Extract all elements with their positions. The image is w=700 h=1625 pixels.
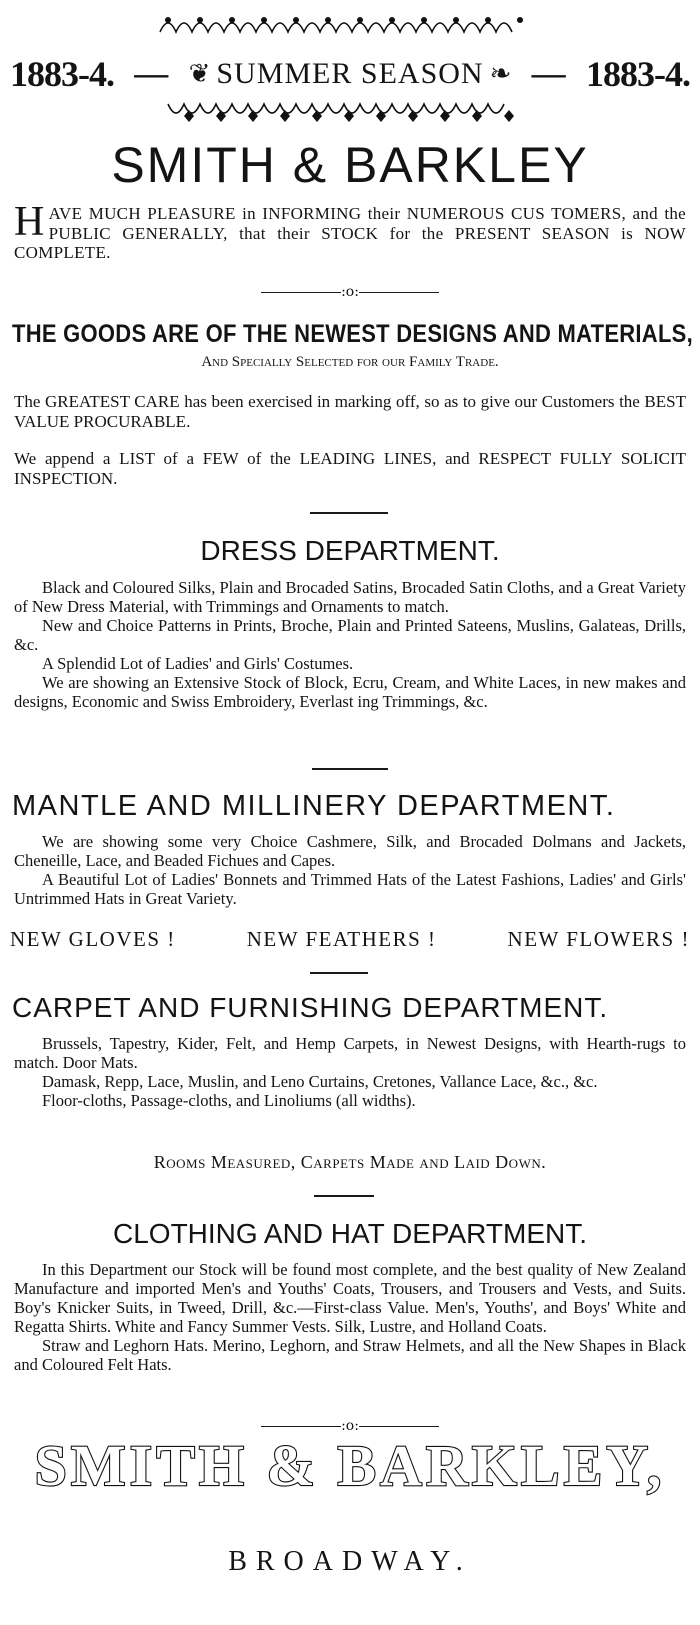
separator-text: :o: (341, 284, 359, 300)
separator-text-2: :o: (341, 1418, 359, 1434)
clothing-p2: Straw and Leghorn Hats. Merino, Leghorn, and Straw Helmets, and all the New Shapes in Black and Coloured Felt Hats. (14, 1336, 686, 1374)
clothing-p1: In this Department our Stock will be found most complete, and the best quality of New Zealand Manufacture and imported Men's and Youths' Coats, Trousers, and Trousers and Vests, and Suits. Boy's Knicker Suits, in Tweed, Drill, &c.—First-class Value. Men's, Youths', and Boys' White and Regatta Shirts. White and Fancy Summer Vests. Silk, Lustre, and Holland Coats. (14, 1260, 686, 1336)
dress-p2: New and Choice Patterns in Prints, Broche, Plain and Printed Sateens, Muslins, Galateas, Drills, &c. (14, 616, 686, 654)
dress-p1: Black and Coloured Silks, Plain and Brocaded Satins, Brocaded Satin Cloths, and a Great Variety of New Dress Material, with Trimmings and Ornaments to match. (14, 578, 686, 616)
clothing-title: CLOTHING AND HAT DEPARTMENT. (113, 1218, 587, 1249)
rule-4 (314, 1195, 374, 1197)
goods-heading: THE GOODS ARE OF THE NEWEST DESIGNS AND MATERIALS, (12, 320, 693, 348)
fleuron-left-icon: ❦ (188, 59, 211, 89)
carpet-p3: Floor-cloths, Passage-cloths, and Linoliums (all widths). (42, 1091, 416, 1110)
drop-cap: H (14, 199, 45, 245)
new-flowers: NEW FLOWERS ! (507, 927, 690, 951)
goods-subheading: And Specially Selected for our Family Trade. (201, 354, 499, 370)
carpet-p1: Brussels, Tapestry, Kider, Felt, and Hemp Carpets, in Newest Designs, with Hearth-rugs to match. Door Mats. (14, 1034, 686, 1072)
season-title: SUMMER SEASON (216, 57, 484, 90)
intro-paragraph (14, 199, 686, 263)
dress-p4: We are showing an Extensive Stock of Block, Ecru, Cream, and White Laces, in new makes and designs, Economic and Swiss Embroidery, Everlast ing Trimmings, &c. (14, 673, 686, 711)
footer-address: BROADWAY. (228, 1546, 472, 1577)
new-items-line (10, 927, 690, 952)
season-header (10, 46, 690, 102)
separator-1 (0, 284, 700, 300)
new-feathers: NEW FEATHERS ! (246, 927, 437, 951)
new-gloves: NEW GLOVES ! (10, 927, 176, 951)
season-banner (189, 57, 512, 91)
intro-text: AVE MUCH PLEASURE in INFORMING their NUMEROUS CUS TOMERS, and the PUBLIC GENERALLY, that their STOCK for the PRESENT SEASON is NOW COMPLETE. (14, 204, 686, 262)
carpet-body (14, 1034, 686, 1110)
clothing-body (14, 1260, 686, 1374)
dash-right: — (531, 55, 566, 92)
year-right: 1883-4. (585, 54, 690, 94)
year-left: 1883-4. (10, 54, 114, 94)
rooms-measured-line: Rooms Measured, Carpets Made and Laid Down. (153, 1152, 547, 1172)
mantle-title: MANTLE AND MILLINERY DEPARTMENT. (12, 790, 616, 822)
rule-1 (310, 512, 388, 514)
dash-left: — (134, 55, 169, 92)
mantle-body (14, 832, 686, 908)
dress-title: DRESS DEPARTMENT. (200, 535, 500, 566)
rule-2 (312, 768, 388, 770)
fleuron-right-icon: ❧ (489, 59, 512, 89)
care-paragraph: The GREATEST CARE has been exercised in marking off, so as to give our Customers the BEST VALUE PROCURABLE. (14, 392, 686, 431)
carpet-title: CARPET AND FURNISHING DEPARTMENT. (12, 992, 609, 1023)
footer-firm-name: SMITH & BARKLEY, (34, 1433, 666, 1498)
carpet-p2: Damask, Repp, Lace, Muslin, and Leno Curtains, Cretones, Vallance Lace, &c., &c. (42, 1072, 598, 1091)
mantle-p2: A Beautiful Lot of Ladies' Bonnets and Trimmed Hats of the Latest Fashions, Ladies' and Girls' Untrimmed Hats in Great Variety. (14, 870, 686, 908)
firm-title: SMITH & BARKLEY (111, 137, 589, 193)
append-paragraph: We append a LIST of a FEW of the LEADING LINES, and RESPECT FULLY SOLICIT INSPECTION. (14, 449, 686, 488)
rule-3 (310, 972, 368, 974)
top-ornament (0, 10, 700, 40)
mantle-p1: We are showing some very Choice Cashmere, Silk, and Brocaded Dolmans and Jackets, Cheneille, Lace, and Beaded Fichues and Capes. (14, 832, 686, 870)
bottom-ornament (0, 96, 700, 126)
dress-body (14, 578, 686, 711)
dress-p3: A Splendid Lot of Ladies' and Girls' Costumes. (42, 654, 354, 673)
